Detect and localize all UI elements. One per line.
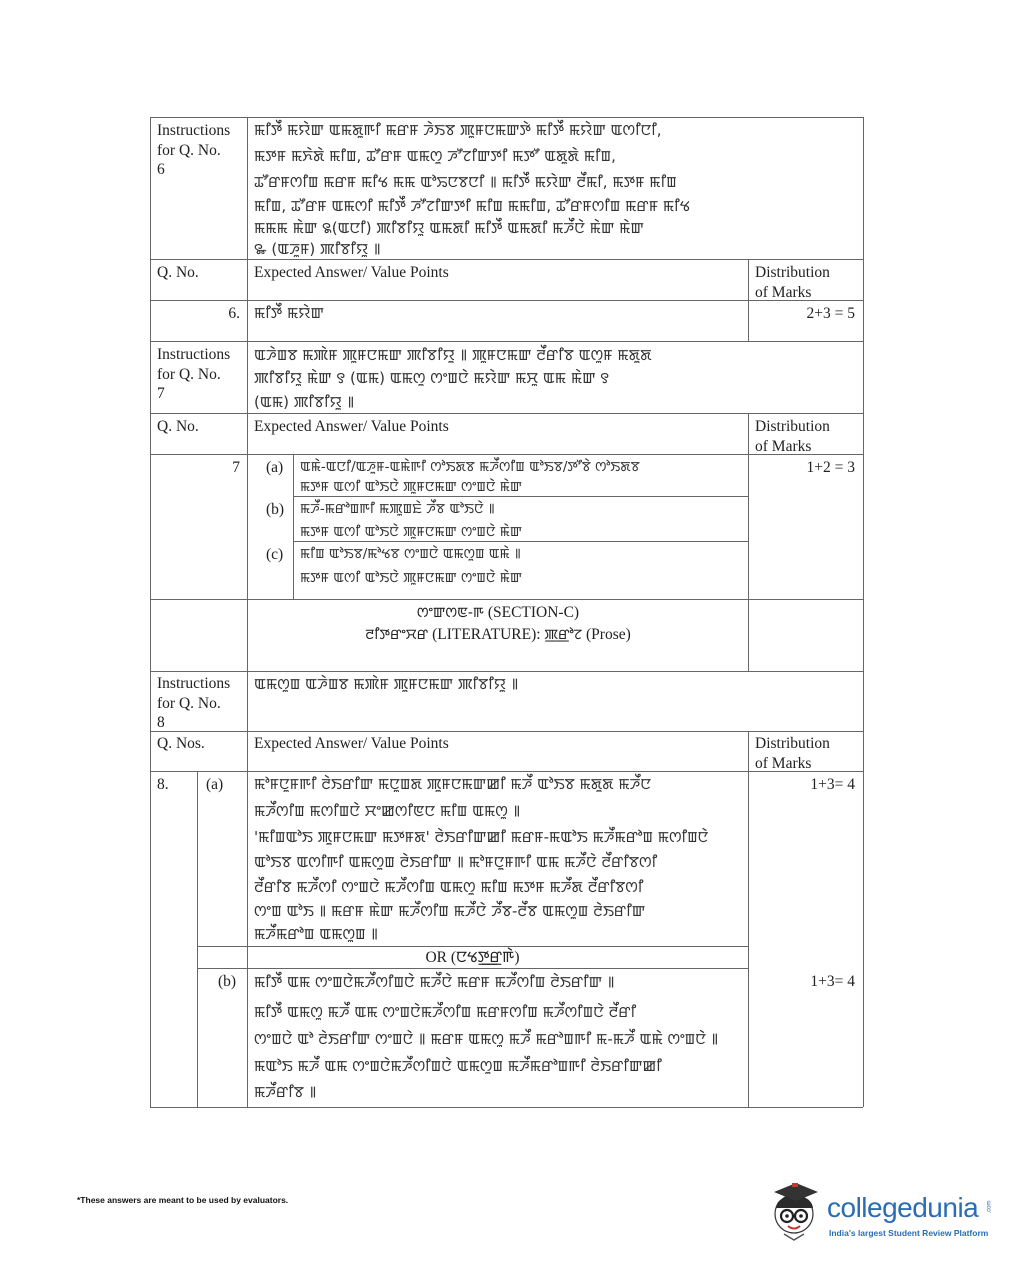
marks-col-divider-2	[748, 413, 749, 599]
instructions-q6-line: ꯳ (ꯑꯍꯨꯝ) ꯄꯤꯕꯤꯌꯨ ꯫	[254, 240, 381, 258]
marks-value: 1+3= 4	[810, 776, 855, 793]
question-number: 7	[232, 459, 240, 476]
instructions-q7-label: Instructions for Q. No. 7	[157, 346, 231, 402]
logo-domain-suffix: .com	[986, 1200, 993, 1214]
instructions-q6-line: ꯃꯃꯃ ꯃꯥꯛ ꯲(ꯑꯅꯤ) ꯄꯤꯕꯤꯌꯨ ꯑꯃꯗꯤ ꯃꯤꯇꯩ ꯑꯃꯗꯤ ꯃꯍꯩꯅꯥ ꯃꯥꯛ ꯃꯥꯛ	[254, 219, 644, 237]
instructions-q6-label: Instructions for Q. No. 6	[157, 122, 231, 178]
section-heading-mm: ꯁꯦꯛꯁꯟ-ꯒ	[416, 605, 484, 621]
marks-col-divider-3	[748, 599, 749, 671]
header-distribution-of-marks: Distribution of Marks	[755, 418, 830, 455]
subpart-line: ꯃꯇꯝ ꯑꯁꯤ ꯑꯣꯏꯅꯥ ꯄꯨꯝꯅꯃꯛ ꯁꯦꯡꯅꯥ ꯃꯥꯛ	[300, 570, 522, 586]
prose-en: (Prose)	[586, 626, 631, 643]
header-expected-answer: Expected Answer/ Value Points	[254, 418, 449, 435]
answer-text: ꯃꯤꯇꯩ ꯃꯌꯥꯛ	[254, 304, 324, 322]
header-qno: Q. No.	[157, 264, 199, 281]
or-divider-text: OR (ꯅꯠꯇ꯭ꯔꯒꯥ)	[425, 949, 520, 966]
answer-line: ꯃꯤꯇꯩ ꯑꯃꯁꯨ ꯃꯍꯩ ꯑꯃ ꯁꯦꯡꯅꯥꯃꯍꯩꯁꯤꯡ ꯃꯔꯝꯁꯤꯡ ꯃꯍꯩꯁꯤꯡꯅꯥ ꯂꯩꯔꯤ	[254, 1003, 637, 1021]
answer-line: ꯃꯣꯝꯅꯨꯝꯒꯤ ꯂꯥꯏꯔꯤꯛ ꯃꯅꯨꯡꯗ ꯄꯨꯝꯅꯃꯛꯀꯤ ꯃꯍꯩ ꯑꯣꯏꯕ ꯃꯗꯨꯗ ꯃꯍꯩꯅ	[254, 775, 652, 793]
header-qno: Q. Nos.	[157, 735, 205, 752]
instructions-q7-line: (ꯑꯃ) ꯄꯤꯕꯤꯌꯨ ꯫	[254, 393, 355, 411]
answer-line: ꯃꯑꯣꯏ ꯃꯍꯩ ꯑꯃ ꯁꯦꯡꯅꯥꯃꯍꯩꯁꯤꯡꯅꯥ ꯑꯃꯁꯨꯡ ꯃꯍꯩꯃꯔꯣꯡꯒꯤ ꯂꯥꯏꯔꯤꯛꯀꯤ	[254, 1057, 662, 1075]
subpart-line: ꯃꯤꯡ ꯑꯣꯏꯕ/ꯃꯣꯠꯕ ꯁꯦꯡꯅꯥ ꯑꯃꯁꯨꯡ ꯑꯃꯥ ꯫	[300, 546, 521, 562]
table-left-border	[150, 117, 151, 1107]
subpart-label: (a)	[206, 776, 224, 793]
literature-mm: ꯂꯤꯇꯔꯦꯆꯔ	[365, 627, 429, 643]
evaluator-footnote: *These answers are meant to be used by evaluators.	[77, 1195, 289, 1205]
subpart-label: (b)	[266, 501, 285, 518]
instructions-q6-line: ꯊꯧꯔꯝꯁꯤꯡ ꯃꯔꯝ ꯃꯤꯠ ꯃꯃ ꯑꯣꯢꯅꯕꯅꯤ ꯫ ꯃꯤꯇꯩ ꯃꯌꯥꯛ ꯂꯩꯃꯤ, ꯃꯇꯝ ꯃꯤꯡ	[254, 173, 677, 191]
instructions-q8-label: Instructions for Q. No. 8	[157, 675, 231, 731]
logo-tagline: India's largest Student Review Platform	[829, 1228, 989, 1238]
header-distribution-of-marks: Distribution of Marks	[755, 264, 830, 301]
subpart-label: (b)	[218, 973, 237, 990]
section-heading	[248, 603, 748, 624]
section-subheading	[248, 625, 748, 646]
subpart-label: (c)	[266, 546, 284, 563]
answer-line: ꯃꯍꯩꯃꯔꯣꯡ ꯑꯃꯁꯨꯡ ꯫	[254, 925, 378, 943]
header-distribution-of-marks: Distribution of Marks	[755, 735, 830, 772]
answer-line: ꯑꯣꯏꯕ ꯑꯁꯤꯒꯤ ꯑꯃꯁꯨꯡ ꯂꯥꯏꯔꯤꯛ ꯫ ꯃꯣꯝꯅꯨꯝꯒꯤ ꯑꯃ ꯃꯍꯩꯅꯥ ꯂꯩꯔꯤꯕꯁꯤ	[254, 853, 658, 871]
answer-line: ꯁꯦꯡꯅꯥ ꯑꯣ ꯂꯥꯏꯔꯤꯛ ꯁꯦꯡꯅꯥ ꯫ ꯃꯔꯝ ꯑꯃꯁꯨ ꯃꯍꯩ ꯃꯔꯣꯡꯒꯤ ꯃ-ꯃꯍꯩ ꯑꯃꯥ ꯁꯦꯡꯅꯥ ꯫	[254, 1030, 719, 1048]
answer-line: 'ꯃꯤꯡꯑꯣꯏ ꯄꯨꯝꯅꯃꯛ ꯃꯇꯝꯗ' ꯂꯥꯏꯔꯤꯛꯀꯤ ꯃꯔꯝ-ꯃꯑꯣꯏ ꯃꯍꯩꯃꯔꯣꯡ ꯃꯁꯤꯡꯅꯥ	[254, 828, 709, 846]
question-number: 8.	[157, 776, 169, 793]
answer-line: ꯃꯤꯇꯩ ꯑꯃ ꯁꯦꯡꯅꯥꯃꯍꯩꯁꯤꯡꯅꯥ ꯃꯍꯩꯅꯥ ꯃꯔꯝ ꯃꯍꯩꯁꯤꯡ ꯂꯥꯏꯔꯤꯛ ꯫	[254, 973, 615, 991]
subpart-line: ꯑꯃꯥ-ꯑꯅꯤ/ꯑꯍꯨꯝ-ꯑꯃꯥꯒꯤ ꯁꯣꯏꯗꯕ ꯃꯍꯩꯁꯤꯡ ꯑꯣꯏꯕ/ꯇꯧꯕꯥ ꯁꯣꯏꯗꯕ	[300, 459, 640, 475]
header-expected-answer: Expected Answer/ Value Points	[254, 264, 449, 281]
instructions-q6-line: ꯃꯤꯡ, ꯊꯧꯔꯝ ꯑꯃꯁꯤ ꯃꯤꯇꯩ ꯍꯧꯖꯤꯛꯇꯤ ꯃꯤꯡ ꯃꯃꯤꯡ, ꯊꯧꯔꯝꯁꯤꯡ ꯃꯔꯝ ꯃꯤꯠ	[254, 197, 690, 215]
instructions-q7-line: ꯑꯍꯥꯡꯕ ꯃꯄꯥꯝ ꯄꯨꯝꯅꯃꯛ ꯄꯤꯕꯤꯌꯨ ꯫ ꯄꯨꯝꯅꯃꯛ ꯂꯩꯔꯤꯕ ꯑꯁꯨꯝ ꯃꯗꯨꯗ	[254, 346, 652, 364]
answer-line: ꯃꯍꯩꯔꯤꯕ ꯫	[254, 1083, 317, 1101]
instructions-q8-line: ꯑꯃꯁꯨꯡ ꯑꯍꯥꯡꯕ ꯃꯄꯥꯝ ꯄꯨꯝꯅꯃꯛ ꯄꯤꯕꯤꯌꯨ ꯫	[254, 675, 519, 693]
prose-mm: ꯄ꯭ꯔꯣꯖ	[544, 627, 583, 643]
instructions-q6-line: ꯃꯇꯝ ꯃꯈꯥꯗꯥ ꯃꯤꯡ, ꯊꯧꯔꯝ ꯑꯃꯁꯨ ꯍꯧꯖꯤꯛꯇꯤ ꯃꯇꯧ ꯑꯗꯨꯗꯥ ꯃꯤꯡ,	[254, 147, 616, 165]
literature-en: (LITERATURE):	[432, 626, 541, 643]
subpart-line: ꯃꯇꯝ ꯑꯁꯤ ꯑꯣꯏꯅꯥ ꯄꯨꯝꯅꯃꯛ ꯁꯦꯡꯅꯥ ꯃꯥꯛ	[300, 524, 522, 540]
q8-sub-col-divider	[197, 771, 198, 1107]
subpart-col-divider	[293, 454, 294, 599]
subpart-line: ꯃꯇꯝ ꯑꯁꯤ ꯑꯣꯏꯅꯥ ꯄꯨꯝꯅꯃꯛ ꯁꯦꯡꯅꯥ ꯃꯥꯛ	[300, 479, 522, 495]
header-expected-answer: Expected Answer/ Value Points	[254, 735, 449, 752]
marks-col-divider-4	[748, 731, 749, 1107]
subpart-line: ꯃꯍꯩ-ꯃꯔꯣꯡꯒꯤ ꯃꯄꯨꯡꯐꯥ ꯍꯩꯕ ꯑꯣꯏꯅꯥ ꯫	[300, 501, 495, 517]
question-number: 6.	[228, 305, 240, 322]
header-qno: Q. No.	[157, 418, 199, 435]
answer-line: ꯃꯍꯩꯁꯤꯡ ꯃꯁꯤꯡꯅꯥ ꯆꯦꯀꯁꯤꯟꯅ ꯃꯤꯡ ꯑꯃꯁꯨ ꯫	[254, 802, 521, 820]
instructions-q7-line: ꯄꯤꯕꯤꯌꯨ ꯃꯥꯛ ꯱ (ꯑꯃ) ꯑꯃꯁꯨ ꯁꯦꯡꯅꯥ ꯃꯌꯥꯛ ꯃꯆꯨ ꯑꯃ ꯃꯥꯛ ꯱	[254, 369, 610, 387]
section-heading-en: (SECTION-C)	[487, 604, 580, 621]
marks-value: 1+2 = 3	[806, 459, 855, 476]
answer-line: ꯂꯩꯔꯤꯕ ꯃꯍꯩꯁꯤ ꯁꯦꯡꯅꯥ ꯃꯍꯩꯁꯤꯡ ꯑꯃꯁꯨ ꯃꯤꯡ ꯃꯇꯝ ꯃꯍꯩꯗ ꯂꯩꯔꯤꯕꯁꯤ	[254, 878, 644, 896]
instructions-q6-line: ꯃꯤꯇꯩ ꯃꯌꯥꯛ ꯑꯃꯗꯨꯒꯤ ꯃꯔꯝ ꯍꯥꯏꯕ ꯄꯨꯝꯅꯃꯛꯇꯥ ꯃꯤꯇꯩ ꯃꯌꯥꯛ ꯑꯁꯤꯅꯤ,	[254, 121, 662, 139]
marks-value: 2+3 = 5	[806, 305, 855, 322]
answer-line: ꯁꯦꯡ ꯑꯣꯏ ꯫ ꯃꯔꯝ ꯃꯥꯛ ꯃꯍꯩꯁꯤꯡ ꯃꯍꯩꯅꯥ ꯍꯩꯕ-ꯂꯩꯕ ꯑꯃꯁꯨꯡ ꯂꯥꯏꯔꯤꯛ	[254, 902, 646, 920]
collegedunia-logo-text: collegedunia	[827, 1192, 979, 1223]
table-right-border	[863, 117, 864, 1107]
collegedunia-mascot-icon	[766, 1178, 826, 1248]
subpart-label: (a)	[266, 459, 284, 476]
marks-value: 1+3= 4	[810, 973, 855, 990]
